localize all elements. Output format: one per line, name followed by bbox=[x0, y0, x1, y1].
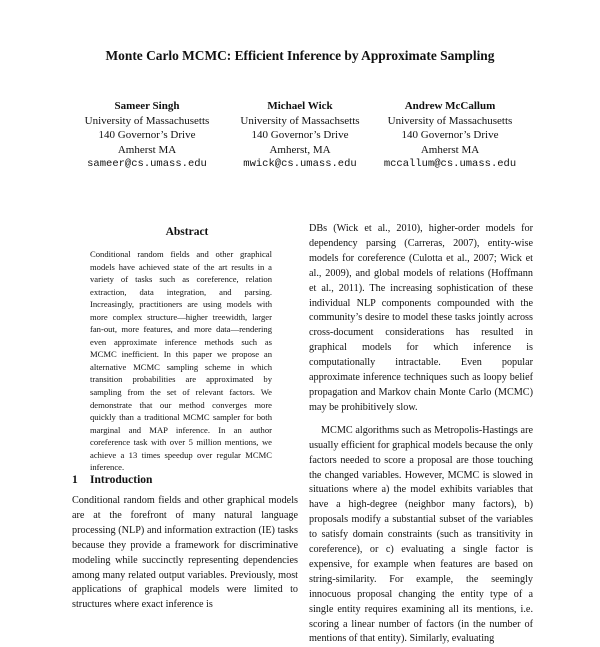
author-address: 140 Governor’s Drive bbox=[251, 129, 349, 141]
author-name: Sameer Singh bbox=[114, 100, 180, 112]
author-name: Michael Wick bbox=[267, 100, 333, 112]
abstract-heading: Abstract bbox=[165, 226, 209, 238]
introduction-text: Conditional random fields and other graphical models are at the forefront of many natural language processing (NLP) and information extraction (IE) tasks because they provide a framework for discriminative modeling while succinctly representing dependencies among many related output variables. Previously, most applications of graphical models were limited to structures where exact inference is bbox=[72, 495, 298, 611]
paper-title: Monte Carlo MCMC: Efficient Inference by Approximate Sampling bbox=[105, 48, 495, 63]
author-address: 140 Governor’s Drive bbox=[401, 129, 499, 141]
paragraph: MCMC algorithms such as Metropolis-Hastings are usually efficient for graphical models because the only factors needed to score a proposal are those touching the changed variables. However, MCMC is slowed in situations where a) the model exhibits variables that have a high-degree (neighbor many factors), b) proposals modify a substantial subset of the variables to satisfy domain constraints (such as transitivity in coreference), or c) evaluating a single factor is expensive, for example when features are based on string-similarity. For example, the seemingly innocuous proposal changing the entity type of a single entity requires examining all its mentions, i.e. scoring a linear number of factors (in the number of mentions of that entity). Similarly, evaluating bbox=[309, 424, 533, 645]
author-email: mwick@cs.umass.edu bbox=[243, 158, 357, 170]
author-city: Amherst MA bbox=[117, 143, 177, 156]
author-email: mccallum@cs.umass.edu bbox=[383, 158, 517, 170]
abstract-text: Conditional random fields and other graphical models have achieved state of the art results in a variety of tasks such as coreference, relation extraction, data integration, and parsing. Increasingly, practitioners are using models with more complex structure—higher treewidth, larger fan-out, more features, and more data—rendering even approximate inference methods such as MCMC inefficient. In this paper we propose an alternative MCMC sampling scheme in which transition probabilities are approximated by sampling from the set of relevant factors. We demonstrate that our method converges more quickly than a traditional MCMC sampler for both marginal and MAP inference. In an author coreference task with over 5 million mentions, we achieve a 13 times speedup over regular MCMC inference. bbox=[90, 249, 272, 473]
author-block bbox=[225, 99, 375, 172]
author-block bbox=[375, 99, 525, 172]
section-title: Introduction bbox=[90, 474, 153, 486]
section-number: 1 bbox=[72, 474, 78, 486]
author-block bbox=[72, 99, 222, 172]
right-column bbox=[309, 222, 533, 647]
author-address: 140 Governor’s Drive bbox=[98, 129, 196, 141]
section-heading bbox=[72, 474, 152, 486]
author-affiliation: University of Massachusetts bbox=[387, 114, 513, 127]
author-city: Amherst MA bbox=[420, 143, 480, 156]
author-email: sameer@cs.umass.edu bbox=[87, 158, 207, 170]
author-name: Andrew McCallum bbox=[404, 100, 496, 112]
author-city: Amherst, MA bbox=[269, 143, 331, 156]
author-affiliation: University of Massachsetts bbox=[240, 114, 360, 127]
author-affiliation: University of Massachusetts bbox=[84, 114, 210, 127]
paragraph: DBs (Wick et al., 2010), higher-order models for dependency parsing (Carreras, 2007), entity-wise models for coreference (Culotta et al., 2007; Wick et al., 2009), and global models of relations (Hoffmann et al., 2011). The increasing sophistication of these individual NLP components compounded with the community’s desire to model these tasks jointly across cross-document considerations has resulted in graphical models for which inference is computationally intractable. Even popular approximate inference techniques such as loopy belief propagation and Markov chain Monte Carlo (MCMC) may be prohibitively slow. bbox=[309, 223, 533, 413]
